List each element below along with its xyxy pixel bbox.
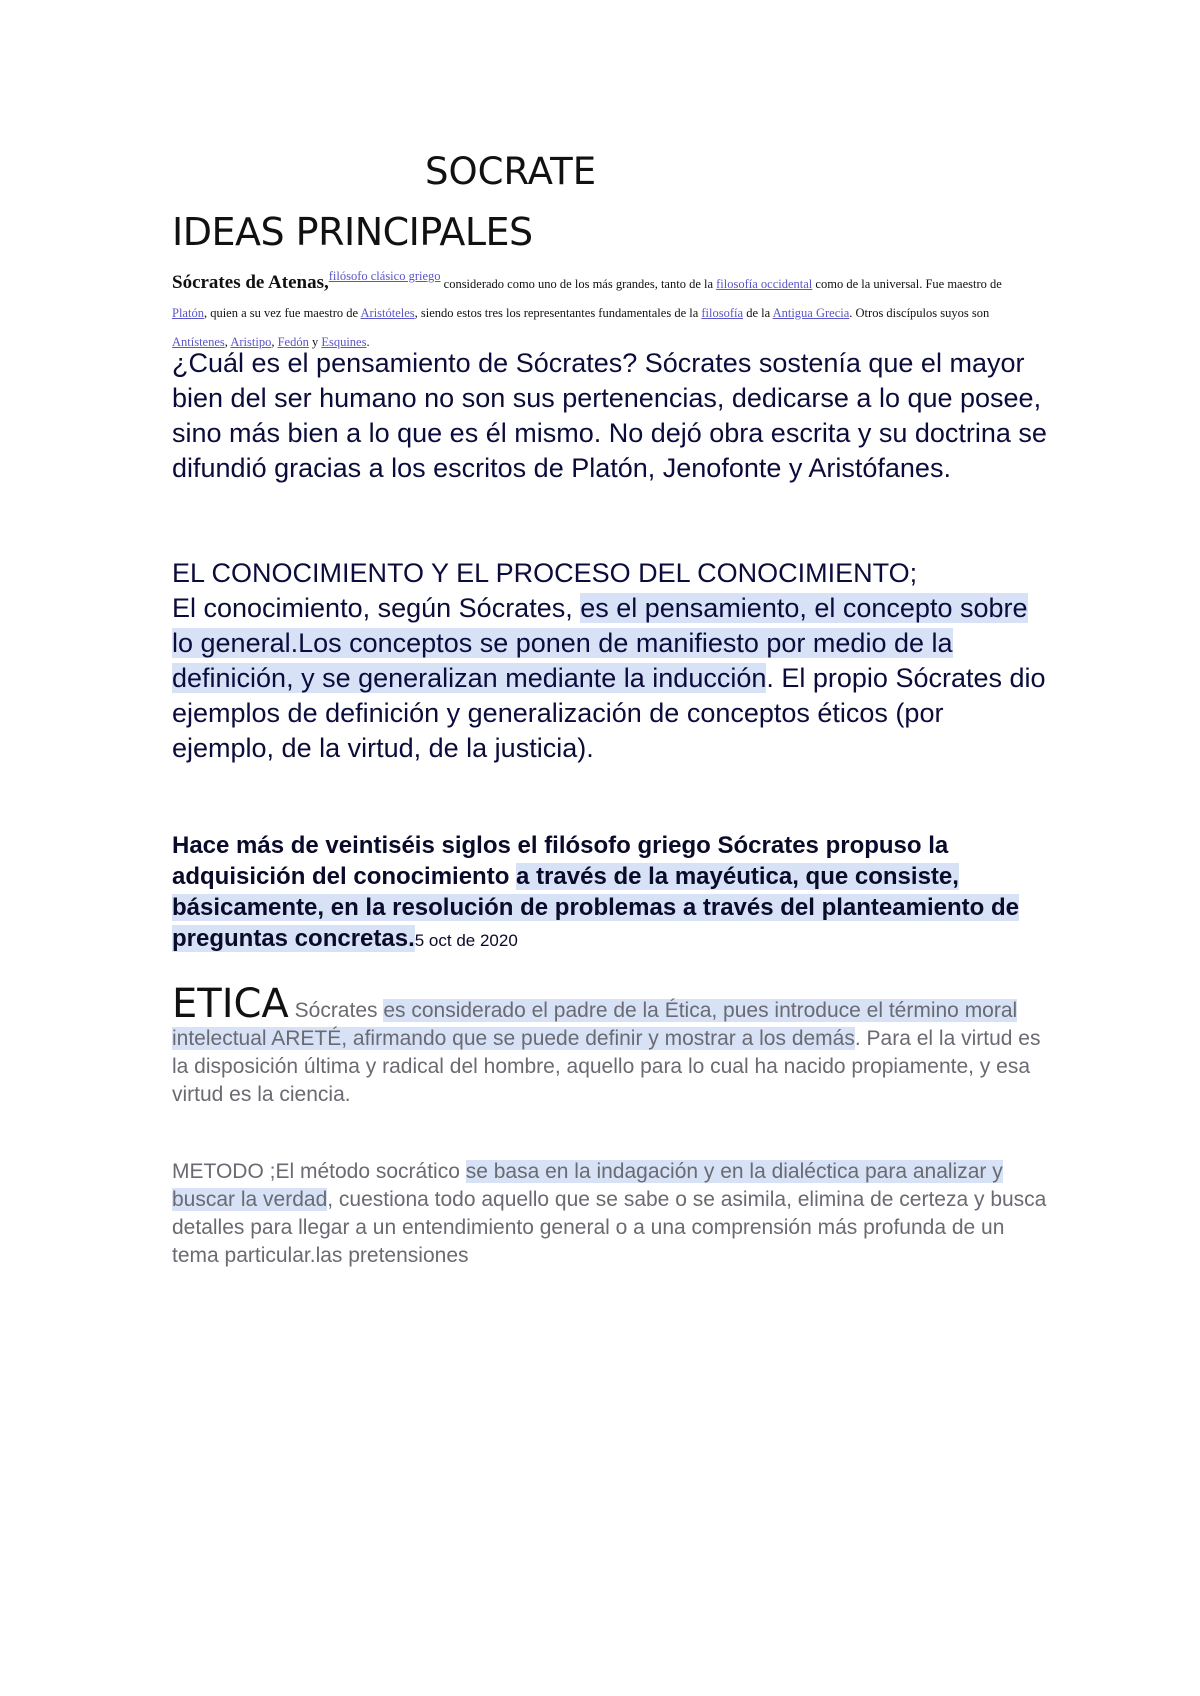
mayeutica-highlight: a través de la mayéutica, que consiste, básicamente, en la resolución de problemas a través del planteamiento de preguntas concretas. [172,863,1019,952]
intro-text: , [224,335,231,349]
intro-text: . Otros discípulos suyos son [849,306,990,320]
document-title: SOCRATE [425,150,597,193]
link-filosofo-clasico[interactable]: filósofo clásico griego [328,269,441,283]
intro-text: como de la universal. Fue maestro de [812,277,1002,291]
section-heading-ideas: IDEAS PRINCIPALES [172,210,533,254]
intro-text: de la [743,306,773,320]
conocimiento-highlight: es el pensamiento, el concepto sobre lo general.Los conceptos se ponen de manifiesto por medio de la definición, y se generalizan mediante la inducción [172,593,1028,693]
etica-text: Sócrates [288,999,384,1022]
paragraph-etica [172,981,1052,1109]
paragraph-pensamiento: ¿Cuál es el pensamiento de Sócrates? Sócrates sostenía que el mayor bien del ser humano no son sus pertenencias, dedicarse a lo que posee, sino más bien a lo que es él mismo. No dejó obra escrita y su doctrina se difundió gracias a los escritos de Platón, Jenofonte y Aristófanes. [172,348,1047,483]
intro-text: . [366,335,370,349]
intro-lead: Sócrates de Atenas [172,272,324,293]
conocimiento-text: El conocimiento, según Sócrates, [172,593,581,623]
conocimiento-heading: EL CONOCIMIENTO Y EL PROCESO DEL CONOCIMIENTO; [172,558,918,588]
intro-text: considerado como uno de los más grandes, tanto de la [440,277,717,291]
paragraph-conocimiento [172,556,1052,766]
link-aristoteles[interactable]: Aristóteles [360,306,415,320]
intro-text: y [308,335,322,349]
metodo-text-end: , cuestiona todo aquello que se sabe o se asimila, elimina de certeza y busca detalles para llegar a un entendimiento general o a una comprensión más profunda de un tema particular.las pretensiones [172,1188,1047,1267]
metodo-text: METODO ;El método socrático [172,1160,466,1183]
mayeutica-text: Hace más de veintiséis siglos el filósofo griego Sócrates propuso la adquisición del conocimiento [172,832,949,890]
conocimiento-text-end: . El propio Sócrates dio ejemplos de definición y generalización de conceptos éticos (por ejemplo, de la virtud, de la justicia). [172,663,1046,763]
etica-highlight: es considerado el padre de la Ética, pues introduce el término moral intelectual ARETÉ, afirmando que se puede definir y mostrar a los demás [172,999,1018,1050]
paragraph-metodo [172,1158,1052,1270]
link-platon[interactable]: Platón [172,306,204,320]
intro-comma: , [323,272,329,293]
etica-heading: ETICA [172,981,289,1027]
mayeutica-date: 5 oct de 2020 [414,931,518,950]
paragraph-mayeutica [172,830,1052,956]
intro-text: , [271,335,278,349]
intro-paragraph [172,262,1022,357]
link-antigua-grecia[interactable]: Antigua Grecia [772,306,850,320]
metodo-highlight: se basa en la indagación y en la dialéctica para analizar y buscar la verdad [172,1160,1003,1211]
link-esquines[interactable]: Esquines [321,335,367,349]
etica-text-end: . Para el la virtud es la disposición última y radical del hombre, aquello para lo cual ha nacido propiamente, y esa virtud es la ciencia. [172,1027,1041,1106]
link-filosofia[interactable]: filosofía [701,306,744,320]
intro-text: , quien a su vez fue maestro de [203,306,361,320]
intro-text: , siendo estos tres los representantes fundamentales de la [414,306,702,320]
link-filosofia-occidental[interactable]: filosofía occidental [716,277,813,291]
link-fedon[interactable]: Fedón [277,335,309,349]
link-aristipo[interactable]: Aristipo [230,335,272,349]
link-antistenes[interactable]: Antístenes [172,335,225,349]
